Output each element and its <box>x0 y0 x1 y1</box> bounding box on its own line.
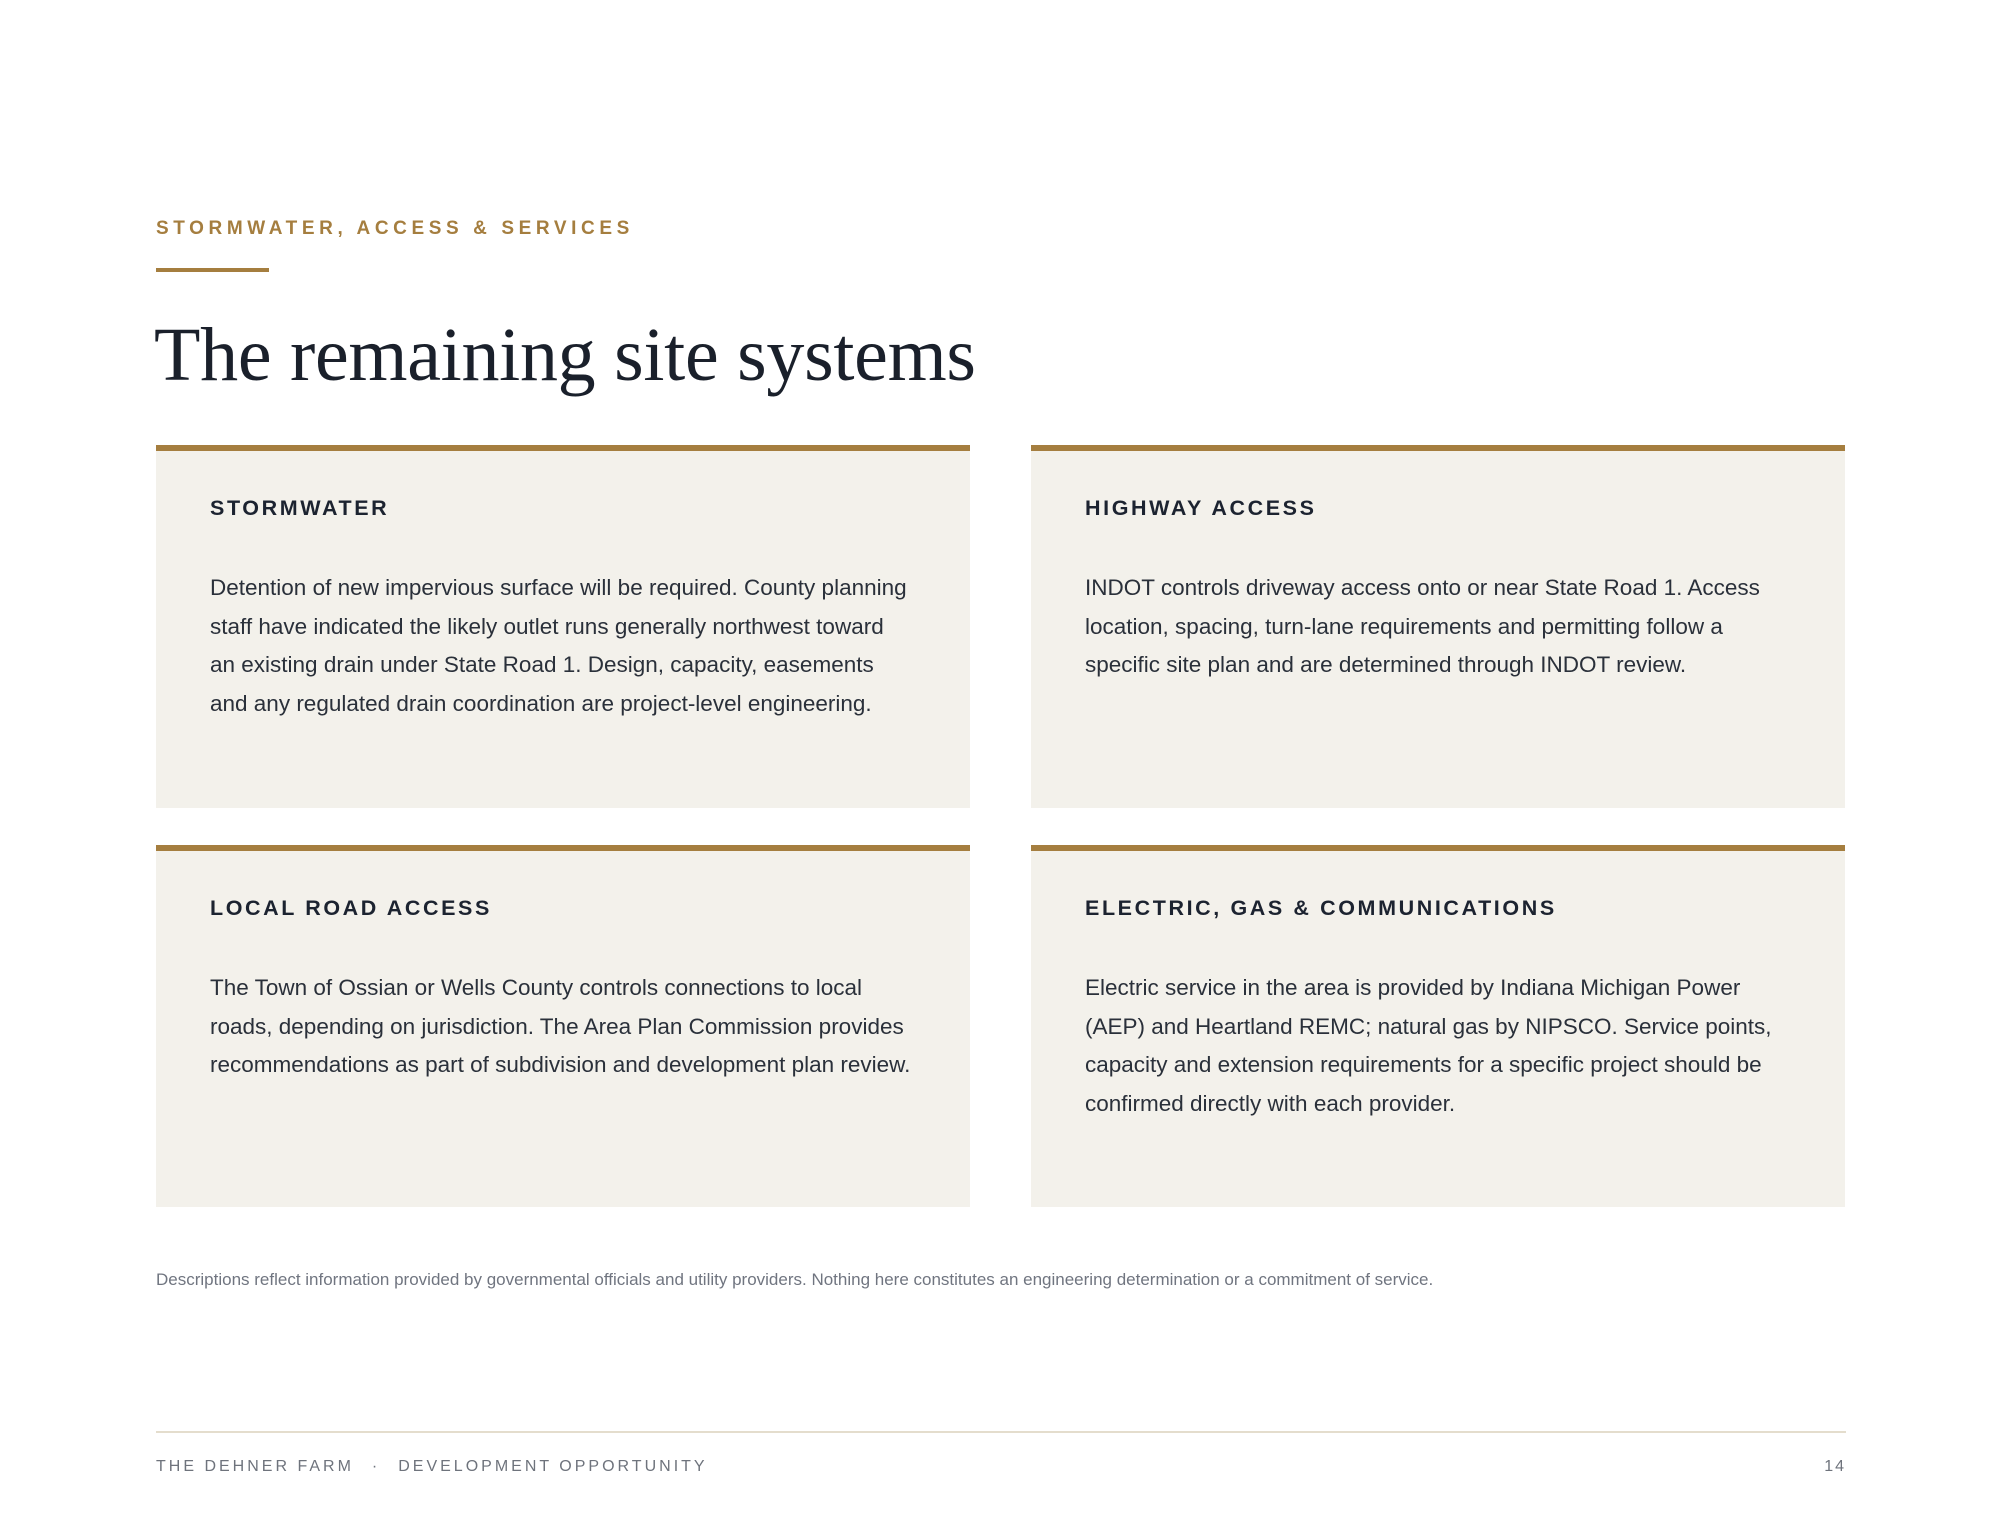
footer-separator: · <box>371 1458 381 1475</box>
card-heading: STORMWATER <box>210 496 390 520</box>
footer-running-title <box>156 1458 708 1476</box>
page-title: The remaining site systems <box>154 313 976 397</box>
card-heading: ELECTRIC, GAS & COMMUNICATIONS <box>1085 896 1557 920</box>
card-heading: HIGHWAY ACCESS <box>1085 496 1317 520</box>
card-stormwater <box>156 445 970 808</box>
card-body: Detention of new impervious surface will be required. County planning staff have indicated the likely outlet runs generally northwest toward an existing drain under State Road 1. Design, capacity, easements and any regulated drain coordination are project-level engineering. <box>210 575 907 716</box>
disclaimer-note: Descriptions reflect information provided by governmental officials and utility providers. Nothing here constitutes an engineering determination or a commitment of service. <box>156 1270 1434 1289</box>
card-body: Electric service in the area is provided by Indiana Michigan Power (AEP) and Heartland REMC; natural gas by NIPSCO. Service points, capacity and extension requirements for a specific project should be confirmed directly with each provider. <box>1085 975 1772 1116</box>
page-number: 14 <box>1824 1458 1846 1475</box>
card-local-road-access <box>156 845 970 1207</box>
card-electric-gas-communications <box>1031 845 1845 1207</box>
card-body: The Town of Ossian or Wells County controls connections to local roads, depending on jurisdiction. The Area Plan Commission provides recommendations as part of subdivision and development plan review. <box>210 975 911 1077</box>
footer-property-name: THE DEHNER FARM <box>156 1458 354 1475</box>
footer-divider <box>156 1431 1846 1433</box>
card-body: INDOT controls driveway access onto or near State Road 1. Access location, spacing, turn-lane requirements and permitting follow a specific site plan and are determined through INDOT review. <box>1085 575 1760 677</box>
card-heading: LOCAL ROAD ACCESS <box>210 896 492 920</box>
eyebrow-accent-rule <box>156 268 269 272</box>
footer-document-type: DEVELOPMENT OPPORTUNITY <box>398 1458 708 1475</box>
section-eyebrow: STORMWATER, ACCESS & SERVICES <box>156 218 634 239</box>
card-highway-access <box>1031 445 1845 808</box>
